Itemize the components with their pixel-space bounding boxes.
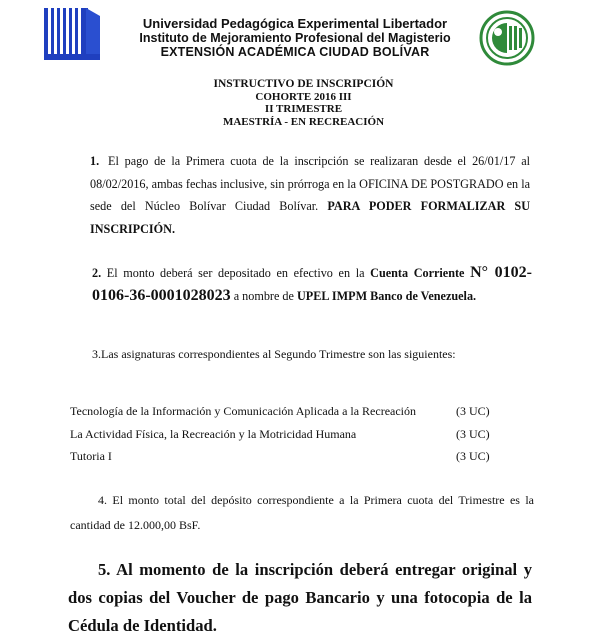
impm-emblem xyxy=(478,10,536,66)
account-type: Cuenta Corriente xyxy=(370,266,471,280)
course-name: La Actividad Física, la Recreación y la Motricidad Humana xyxy=(70,427,357,441)
document-title xyxy=(0,78,607,128)
instruction-item-5 xyxy=(68,556,532,640)
institution-header xyxy=(110,16,480,59)
item-number: 2. xyxy=(92,266,102,280)
course-credits: (3 UC) xyxy=(456,449,490,463)
institute-name: Instituto de Mejoramiento Profesional del Magisterio xyxy=(139,31,451,45)
instruction-item-2 xyxy=(92,262,532,307)
course-credits: (3 UC) xyxy=(456,427,490,441)
item-text: a nombre de xyxy=(230,288,297,303)
item-text: El monto deberá ser depositado en efectivo en la xyxy=(101,266,371,280)
course-name: Tutoria I xyxy=(70,449,112,463)
item-text: 5. Al momento de la inscripción deberá entregar original y dos copias del Voucher de pago Bancario y una fotocopia de la Cédula de Identidad. xyxy=(68,560,532,635)
course-row xyxy=(70,448,550,464)
title-line-2: COHORTE 2016 III xyxy=(255,90,352,103)
university-name: Universidad Pedagógica Experimental Libertador xyxy=(142,16,448,31)
item-bold-text: PARA PODER FORMALIZAR SU INSCRIPCIÓN. xyxy=(90,199,531,236)
title-line-1: INSTRUCTIVO DE INSCRIPCIÓN xyxy=(213,78,394,90)
title-line-3: II TRIMESTRE xyxy=(264,103,343,115)
bank-name: UPEL IMPM Banco de Venezuela. xyxy=(297,288,477,303)
course-credits: (3 UC) xyxy=(456,404,490,418)
item-text: 4. El monto total del depósito correspondiente a la Primera cuota del Trimestre es la cantidad de 12.000,00 BsF. xyxy=(70,493,534,532)
title-line-4: MAESTRÍA - EN RECREACIÓN xyxy=(222,115,385,128)
instruction-item-4 xyxy=(70,488,534,538)
upel-logo xyxy=(42,6,104,62)
extension-name: EXTENSIÓN ACADÉMICA CIUDAD BOLÍVAR xyxy=(160,45,430,59)
instruction-item-1 xyxy=(90,150,530,240)
instruction-item-3: 3.Las asignaturas correspondientes al Segundo Trimestre son las siguientes: xyxy=(92,347,456,361)
course-row xyxy=(70,426,550,442)
course-row xyxy=(70,403,550,419)
item-number: 1. xyxy=(90,154,100,168)
account-number: N° 0102-0106-36-0001028023 xyxy=(92,264,533,304)
item-text: El pago de la Primera cuota de la inscripción se realizaran desde el 26/01/17 al 08/02/2016, ambas fechas inclusive, sin prórroga en la OFICINA DE POSTGRADO en la sede del Núcleo Bolívar Ciudad Bolívar. xyxy=(90,154,530,213)
course-name: Tecnología de la Información y Comunicación Aplicada a la Recreación xyxy=(70,404,417,418)
